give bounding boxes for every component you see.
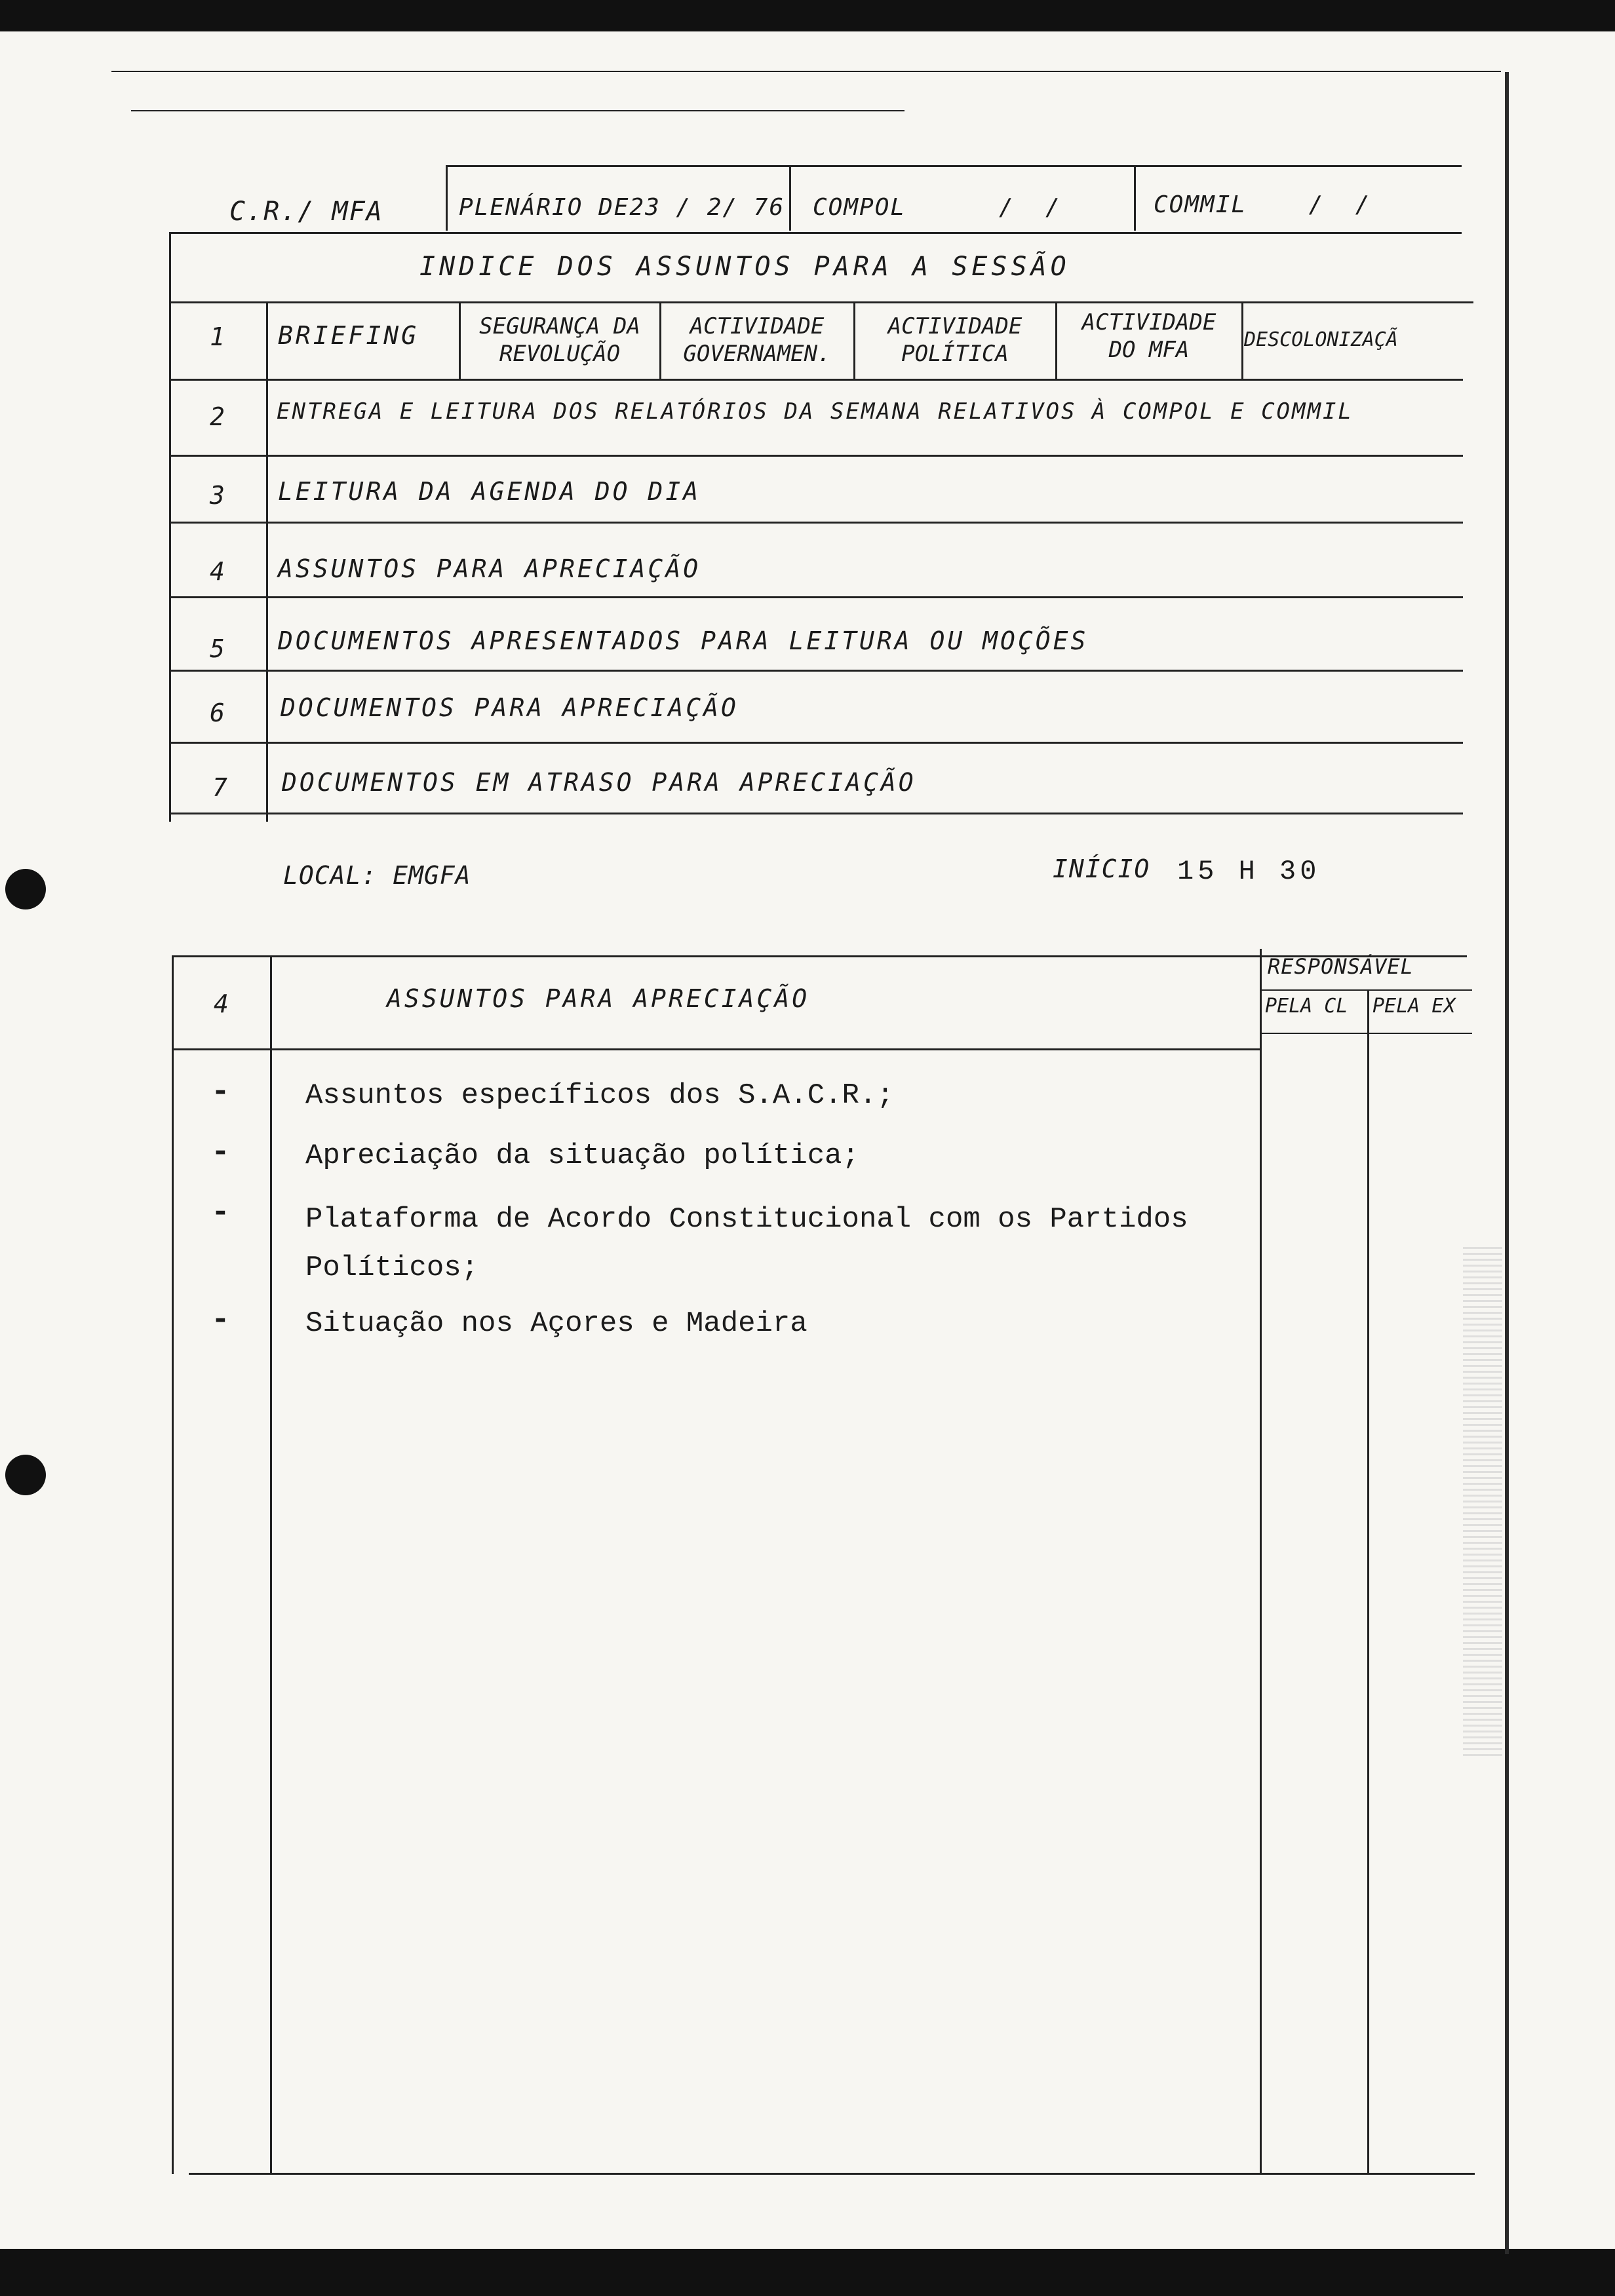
item-text: Plataforma de Acordo Constitucional com os Partidos Políticos; [305,1203,1188,1284]
page-right-edge [1505,72,1509,2254]
scan-bottom-band [0,2249,1615,2296]
punch-hole-bottom [5,1455,46,1495]
pela-cl-header: PELA CL [1265,995,1348,1018]
scan-noise [1463,1245,1502,1756]
cr-label: C.R./ MFA [229,197,383,227]
briefing-col-descolonizacao: DESCOLONIZAÇÃ [1244,328,1398,351]
row-number: 1 [210,322,225,351]
index-top-line [169,232,1462,234]
row-line [169,522,1463,524]
index-title: INDICE DOS ASSUNTOS PARA A SESSÃO [419,252,1070,282]
row-text: DOCUMENTOS APRESENTADOS PARA LEITURA OU MOÇÕES [278,626,1089,655]
item-dash: - [211,1075,230,1110]
briefing-col-mfa: ACTIVIDADE DO MFA [1081,309,1216,363]
row-text: LEITURA DA AGENDA DO DIA [278,477,701,506]
plenario-field: PLENÁRIO DE23 / 2/ 76 [459,194,785,221]
item-text: Situação nos Açores e Madeira [305,1307,808,1340]
row-text: DOCUMENTOS PARA APRECIAÇÃO [281,693,739,722]
item-dash: - [211,1195,230,1231]
briefing-divider [853,301,855,379]
row-number: 3 [210,481,225,510]
row-text: ASSUNTOS PARA APRECIAÇÃO [278,554,701,583]
header-divider-2 [789,165,791,231]
index-bottom-line [169,813,1463,814]
section-bottom-line [189,2173,1475,2175]
item-dash: - [211,1303,230,1338]
row-text: DOCUMENTOS EM ATRASO PARA APRECIAÇÃO [282,768,916,797]
briefing-label: BRIEFING [278,321,419,350]
inicio-label: INÍCIO [1053,854,1151,883]
row-number: 6 [210,698,225,727]
section-num-divider [270,955,272,2174]
section-title: ASSUNTOS PARA APRECIAÇÃO [387,984,810,1013]
top-rule-2 [131,110,905,111]
responsavel-header: RESPONSÁVEL [1268,954,1414,979]
briefing-divider [459,301,461,379]
briefing-divider [659,301,661,379]
row-line [169,455,1463,457]
header-divider-3 [1134,165,1136,231]
punch-hole-top [5,869,46,909]
header-divider-1 [446,165,448,231]
row-line [169,742,1463,744]
briefing-col-governamental: ACTIVIDADE GOVERNAMEN. [683,313,831,367]
responsavel-bottom-line [1261,1033,1472,1034]
pela-ex-header: PELA EX [1372,995,1456,1018]
scan-top-band [0,0,1615,31]
header-top-line [446,165,1462,167]
item-dash: - [211,1135,230,1170]
row-number: 2 [210,402,225,431]
section-right-divider [1260,949,1262,2174]
row-line [169,670,1463,672]
row-line [169,596,1463,598]
section-left-border [172,955,174,2174]
row-text: ENTREGA E LEITURA DOS RELATÓRIOS DA SEMANA RELATIVOS À COMPOL E COMMIL [277,398,1353,425]
briefing-divider [1241,301,1243,379]
top-rule [111,71,1501,72]
responsavel-line [1261,989,1472,991]
section-number: 4 [214,989,229,1018]
item-text: Assuntos específicos dos S.A.C.R.; [305,1079,894,1112]
row-number: 4 [210,557,225,586]
compol-field: COMPOL / / [813,194,1061,221]
responsavel-col-divider [1367,991,1369,2174]
index-left-border [169,232,171,822]
commil-field: COMMIL / / [1154,191,1371,218]
item-text: Apreciação da situação política; [305,1139,859,1172]
briefing-col-seguranca: SEGURANÇA DA REVOLUÇÃO [479,313,640,367]
briefing-col-politica: ACTIVIDADE POLÍTICA [887,313,1022,367]
briefing-divider [1055,301,1057,379]
section-header-line [172,1048,1260,1050]
row-number: 5 [210,634,225,663]
inicio-value: 15 H 30 [1177,856,1321,887]
row-line [169,379,1463,381]
row-number: 7 [212,773,227,802]
local-field: LOCAL: EMGFA [283,861,471,890]
